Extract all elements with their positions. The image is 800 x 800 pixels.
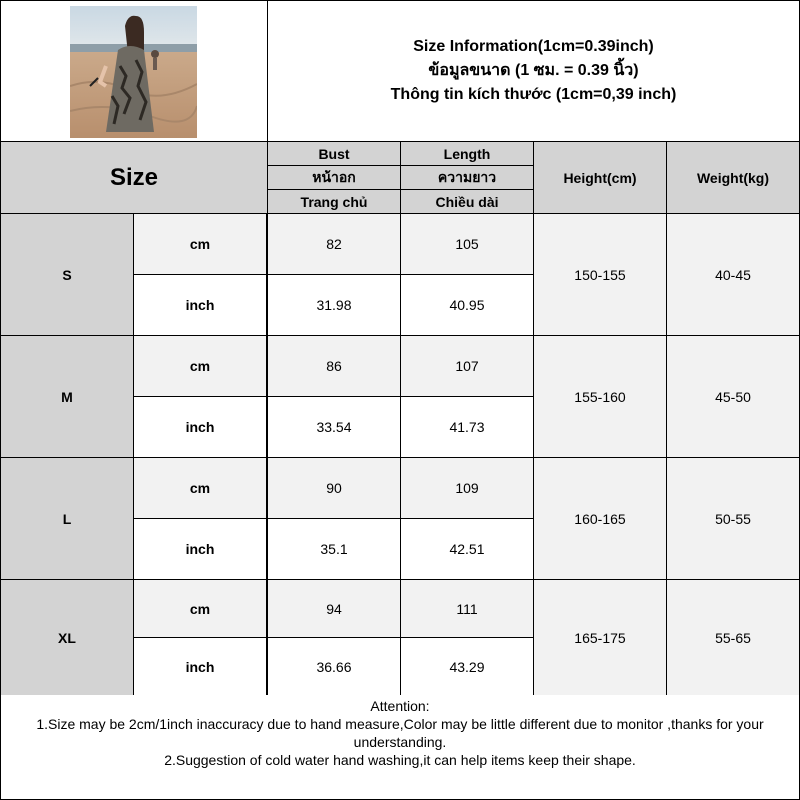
weight-value: 40-45 <box>666 213 800 336</box>
length-cm-value: 109 <box>400 457 534 519</box>
length-cm-value: 107 <box>400 335 534 397</box>
length-inch-value: 42.51 <box>400 518 534 580</box>
bust-header-th: หน้าอก <box>267 165 401 190</box>
attention-note-2: 2.Suggestion of cold water hand washing,it can help items keep their shape. <box>164 752 636 768</box>
weight-value: 55-65 <box>666 579 800 696</box>
attention-notes <box>0 695 800 800</box>
heading-english: Size Information(1cm=0.39inch) <box>413 38 654 55</box>
unit-cm: cm <box>133 213 267 275</box>
bust-inch-value: 36.66 <box>267 637 401 696</box>
unit-cm: cm <box>133 579 267 638</box>
unit-cm: cm <box>133 457 267 519</box>
bust-header-vi: Trang chủ <box>267 189 401 214</box>
height-value: 150-155 <box>533 213 667 336</box>
size-information-heading <box>391 36 677 106</box>
bust-header-en: Bust <box>267 141 401 166</box>
unit-cm: cm <box>133 335 267 397</box>
length-header-th: ความยาว <box>400 165 534 190</box>
length-header-en: Length <box>400 141 534 166</box>
length-inch-value: 41.73 <box>400 396 534 458</box>
bust-inch-value: 33.54 <box>267 396 401 458</box>
size-label-s: S <box>0 213 134 336</box>
length-cm-value: 105 <box>400 213 534 275</box>
bust-inch-value: 35.1 <box>267 518 401 580</box>
size-label-l: L <box>0 457 134 580</box>
bust-cm-value: 90 <box>267 457 401 519</box>
header-cell <box>267 0 800 142</box>
size-label-m: M <box>0 335 134 458</box>
bust-cm-value: 86 <box>267 335 401 397</box>
unit-inch: inch <box>133 637 267 696</box>
size-label-xl: XL <box>0 579 134 696</box>
bust-cm-value: 94 <box>267 579 401 638</box>
heading-thai: ข้อมูลขนาด (1 ซม. = 0.39 นิ้ว) <box>428 62 639 79</box>
length-inch-value: 40.95 <box>400 274 534 336</box>
height-header: Height(cm) <box>533 141 667 214</box>
bust-cm-value: 82 <box>267 213 401 275</box>
length-cm-value: 111 <box>400 579 534 638</box>
attention-note-1: 1.Size may be 2cm/1inch inaccuracy due to hand measure,Color may be little different due to monitor ,thanks for your understanding. <box>36 716 764 750</box>
bust-inch-value: 31.98 <box>267 274 401 336</box>
height-value: 160-165 <box>533 457 667 580</box>
attention-title: Attention: <box>370 698 430 714</box>
height-value: 165-175 <box>533 579 667 696</box>
product-photo <box>70 6 197 138</box>
height-value: 155-160 <box>533 335 667 458</box>
unit-inch: inch <box>133 274 267 336</box>
unit-inch: inch <box>133 396 267 458</box>
heading-vietnamese: Thông tin kích thước (1cm=0,39 inch) <box>390 86 677 103</box>
size-column-header: Size <box>0 141 268 214</box>
weight-value: 45-50 <box>666 335 800 458</box>
length-header-vi: Chiều dài <box>400 189 534 214</box>
unit-inch: inch <box>133 518 267 580</box>
weight-header: Weight(kg) <box>666 141 800 214</box>
length-inch-value: 43.29 <box>400 637 534 696</box>
weight-value: 50-55 <box>666 457 800 580</box>
